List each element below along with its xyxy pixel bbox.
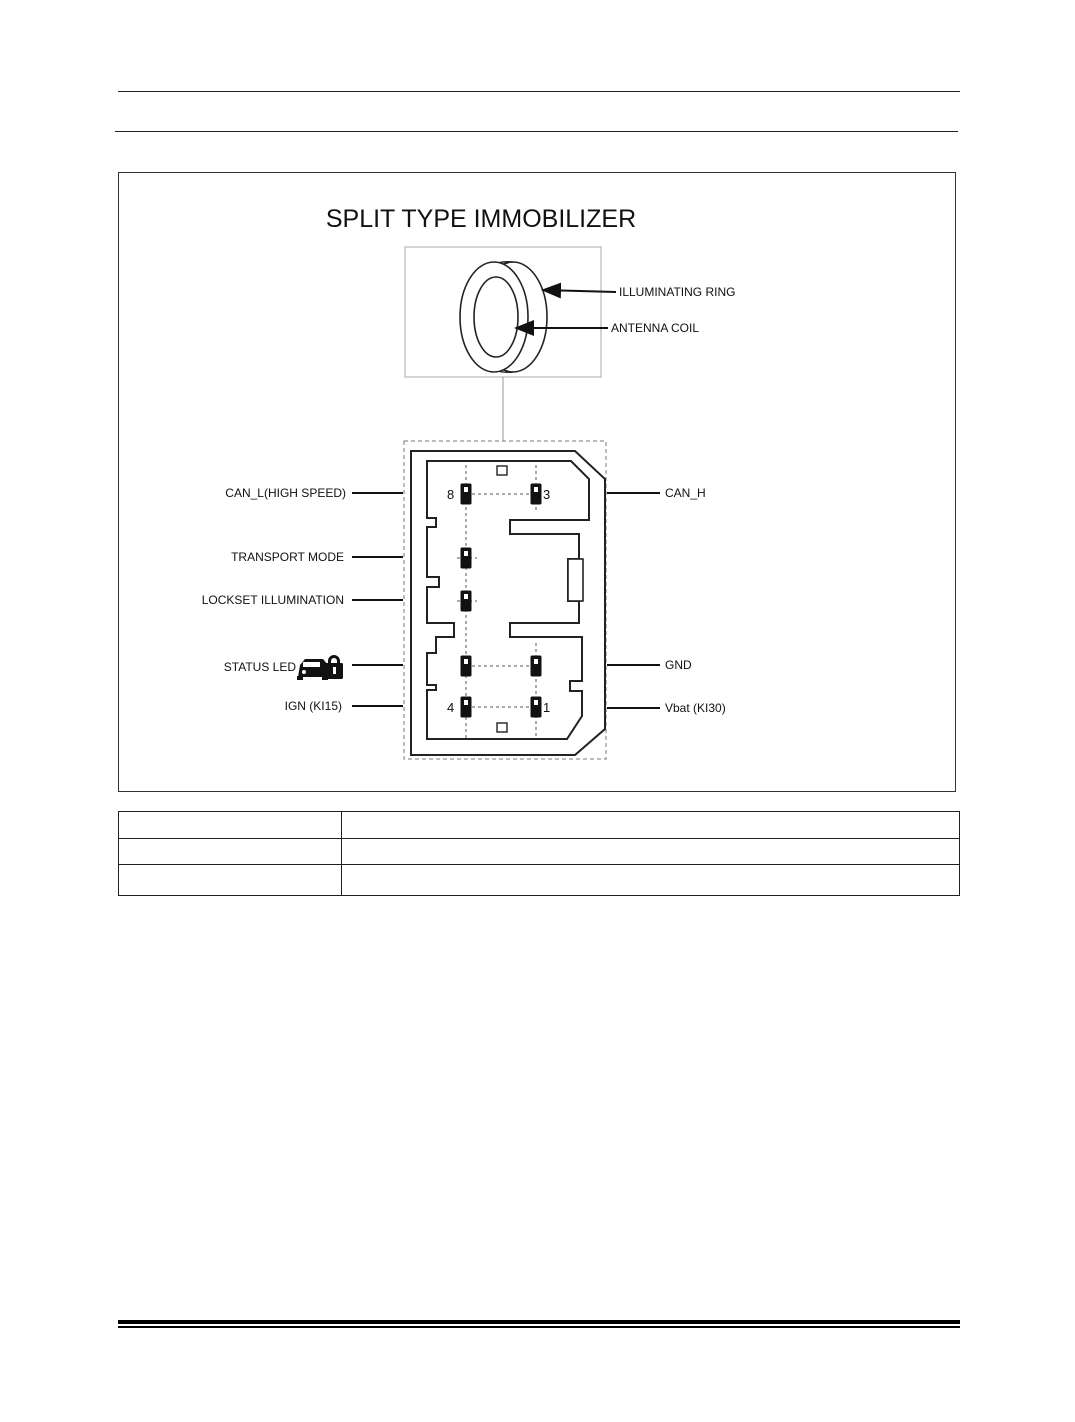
diagram-title: SPLIT TYPE IMMOBILIZER (325, 205, 637, 233)
pin-number-8: 8 (447, 487, 455, 502)
pin-number-3: 3 (543, 487, 551, 502)
footer-rule-thick (118, 1320, 960, 1324)
antenna-coil-label: ANTENNA COIL (611, 321, 700, 335)
terminal-pins (461, 484, 541, 717)
lockset-illumination-label: LOCKSET ILLUMINATION (201, 593, 344, 607)
illuminating-ring-leader (543, 290, 616, 292)
transport-mode-label: TRANSPORT MODE (231, 550, 344, 564)
table-cell (119, 812, 342, 839)
connector-face (404, 441, 606, 759)
illuminating-ring-icon (460, 262, 547, 373)
immobilizer-diagram (119, 173, 955, 791)
status-led-label: STATUS LED (223, 660, 296, 674)
car-lock-icon (297, 655, 343, 680)
illuminating-ring-label: ILLUMINATING RING (619, 285, 736, 299)
footer-rule-thin (118, 1326, 960, 1328)
pin-number-1: 1 (543, 700, 551, 715)
info-table (118, 811, 960, 896)
can-h-label: CAN_H (665, 486, 706, 500)
header-rule-bottom (115, 131, 958, 132)
ign-label: IGN (KI15) (284, 699, 342, 713)
pin-number-4: 4 (447, 700, 455, 715)
table-row (119, 839, 960, 865)
can-l-label: CAN_L(HIGH SPEED) (225, 486, 346, 500)
table-row (119, 865, 960, 896)
table-row (119, 812, 960, 839)
table-cell (119, 839, 342, 865)
table-cell (342, 812, 960, 839)
header-rule-top (118, 91, 960, 92)
gnd-label: GND (665, 658, 692, 672)
immobilizer-figure (118, 172, 956, 792)
table-cell (342, 839, 960, 865)
table-cell (342, 865, 960, 896)
table-cell (119, 865, 342, 896)
vbat-label: Vbat (KI30) (665, 701, 726, 715)
